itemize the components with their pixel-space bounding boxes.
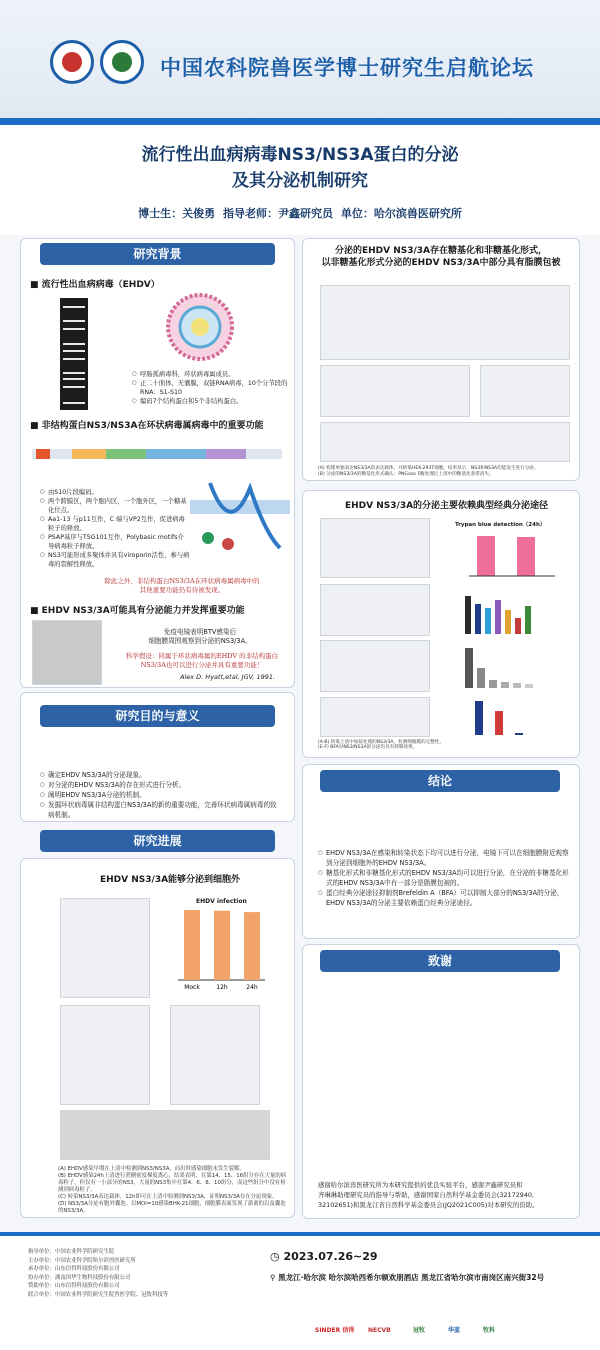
caption-line: (B) 分泌的NS3/3A的糖基化形式确认：PNGase F酶处理后上清中的糖基化条带消失。 [318, 471, 494, 477]
organizer-list [28, 1248, 258, 1300]
title-line: 分泌的EHDV NS3/3A存在糖基化和非糖基化形式， [334, 246, 548, 256]
bar-Mock [184, 910, 200, 980]
list-item: ○ 由S10片段编码。 [40, 488, 190, 497]
list-item: ○ 两个跨膜区，两个胞内区，一个胞外区，一个糖基化位点。 [40, 497, 190, 515]
organizer-line: 承办单位：山东信得科技股份有限公司 [28, 1266, 120, 1273]
list-item: ○ NS3可能形成多聚体并具有viroporin活性，参与病毒的裂解性释放。 [40, 551, 190, 569]
tick-label: Mock [184, 984, 200, 991]
figure-1a-blot [60, 898, 150, 998]
list-item: ○ 编码7个结构蛋白和5个非结构蛋白。 [132, 397, 292, 406]
address-text: 黑龙江·哈尔滨 哈尔滨哈西希尔顿欢朋酒店 黑龙江省哈尔滨市南岗区南兴街32号 [278, 1273, 545, 1282]
figure-1b-bar-chart [160, 905, 270, 995]
bullet-3-title: EHDV NS3/3A可能具有分泌能力并发挥重要功能 [41, 606, 245, 616]
section-header-background: 研究背景 [40, 243, 275, 265]
figure-1b-gradient [60, 1005, 150, 1105]
figure-2d [320, 422, 570, 462]
tick-label: 12h [216, 984, 228, 991]
tick-label: 24h [246, 984, 258, 991]
organizer-line: 赞助单位：山东信得科技股份有限公司 [28, 1283, 120, 1290]
figure-3g [320, 697, 430, 737]
bullet-2-list [40, 488, 190, 569]
ns3-domain-diagram [32, 435, 290, 475]
section-header-thanks: 致谢 [320, 950, 560, 972]
figure-2a [320, 285, 570, 360]
panel-title: Trypan blue detection（24h） [455, 522, 546, 528]
text-line: 32102651)和黑龙江省自然科学基金委员会(JQ2021C005)对本研究的资助。 [318, 1201, 539, 1209]
note-line: 其他重要功能仍有待被发现。 [139, 586, 225, 594]
event-address: ⚲ 黑龙江·哈尔滨 哈尔滨哈西希尔顿欢朋酒店 黑龙江省哈尔滨市南岗区南兴街32号 [270, 1273, 545, 1282]
virion-diagram [140, 290, 260, 365]
list-item: ○ 蛋白经典分泌途径抑制剂Brefeldin A（BFA）可以抑制大部分的NS3/3A的分泌，EHDV NS3/3A的分泌主要依赖蛋白经典分泌途径。 [318, 888, 573, 908]
bullet-1-list [132, 370, 292, 406]
list-item: ○ 阐明EHDV NS3/3A分泌的机制。 [40, 790, 280, 800]
note-line: NS3/3A也可以进行分泌并具有重要功能！ [140, 661, 264, 669]
thanks-text [318, 1180, 576, 1210]
conclusion-list [318, 848, 573, 908]
text-line: 免疫电镜表明BTV感染后 [163, 628, 237, 636]
list-item: ○ 确定EHDV NS3/3A的分泌现象。 [40, 770, 280, 780]
date-text: 2023.07.26~29 [283, 1250, 378, 1263]
bullet-1-title: 流行性出血病病毒（EHDV） [41, 280, 160, 290]
caption-line: (A) 构建单独表达NS3/3A的表达载体，并转染HEK-293T细胞，结果显示，NS3和NS3A均能发生进行分泌。 [318, 466, 539, 471]
text-line: 齐琳琳助理研究员的指导与帮助，感谢国家自然科学基金委员会(32172940, [318, 1191, 534, 1199]
result-2-title [305, 245, 577, 269]
section-header-objective: 研究目的与意义 [40, 705, 275, 727]
organizer-line: 联合单位：中国农业科学院研究生院兽医学院、冠牧科技等 [28, 1291, 169, 1298]
text-line: 细胞膜周围观察到分泌的NS3/3A。 [148, 637, 252, 645]
sponsor-logo: SINDER 信得 [315, 1327, 355, 1334]
list-item: ○ 糖基化形式和非糖基化形式的EHDV NS3/3A均可以进行分泌，在分泌的非糖基化形式的EHDV NS3/3A中有一部分是脂膜包被的。 [318, 868, 573, 888]
list-item: ○ 正二十面体，无囊膜，双链RNA病毒，10个分节段的RNA：S1-S10 [132, 379, 292, 397]
organizer-line: 指导单位：中国农业科学院研究生院 [28, 1249, 115, 1255]
header-stripe [0, 118, 600, 125]
title-line: 以非糖基化形式分泌的EHDV NS3/3A中部分具有脂膜包被 [321, 258, 561, 268]
event-date: ◷ 2023.07.26~29 [270, 1250, 378, 1263]
objective-list [40, 770, 280, 820]
section-header-progress: 研究进展 [40, 830, 275, 852]
figure-3f-bar-chart [455, 642, 565, 690]
bar-12h [214, 911, 230, 980]
sponsor-logo: 冠牧 [413, 1327, 426, 1334]
caption-line: (A-B) 转染上清中加盐处理的NS3/3A，检测细胞膜的完整性。 [318, 740, 445, 745]
gel-image [60, 298, 88, 410]
figure-3b-bar-chart [455, 530, 565, 578]
section-header-conclusion: 结论 [320, 770, 560, 792]
figure-3-caption [318, 740, 573, 750]
list-item: ○ 对分泌的EHDV NS3/3A的存在形式进行分析。 [40, 780, 280, 790]
sponsor-logo: NECVB [368, 1327, 391, 1334]
figure-1-caption [58, 1166, 288, 1215]
bar-24h [244, 912, 260, 980]
figure-2c [480, 365, 570, 417]
background-note [72, 577, 292, 595]
author-line: 博士生：关俊勇 指导老师：尹鑫研究员 单位：哈尔滨兽医研究所 [138, 207, 462, 220]
caption-line: (A) EHDV感染早期在上清中检测到NS3/NS3A，而出时感染细胞未发生裂解。 [58, 1166, 245, 1172]
list-item: ○ 呼肠孤病毒科，环状病毒属成员。 [132, 370, 292, 379]
figure-2-caption [318, 466, 573, 478]
caption-line: (E-F) BFA对NS3/NS3A的分泌均具有抑制效果。 [318, 745, 418, 751]
result-3-title: EHDV NS3/3A的分泌主要依赖典型经典分泌途径 [345, 501, 549, 511]
organizer-line: 主办单位：中国农业科学院哈尔滨兽医研究所 [28, 1257, 136, 1264]
citation: Alex D. Hyatt,etal, JGV, 1991. [180, 673, 276, 681]
figure-3e [320, 640, 430, 692]
figure-1d-em [60, 1110, 270, 1160]
list-item: ○ Aa1-13 与p11互作，C 端与VP2互作，促进病毒粒子的释放。 [40, 515, 190, 533]
list-item: ○ 发掘环状病毒属非结构蛋白NS3/3A的新的重要功能，完善环状病毒属病毒的致病机制。 [40, 800, 280, 820]
institute-logo [100, 40, 144, 84]
organizer-line: 协办单位：湖南国华生物科技股份有限公司 [28, 1274, 131, 1281]
note-line: 除此之外，非结构蛋白NS3/3A在环状病毒属病毒中的 [104, 577, 260, 585]
figure-3c [320, 584, 430, 636]
result-1-title: EHDV NS3/3A能够分泌到细胞外 [100, 875, 241, 885]
figure-3h-bar-chart [455, 697, 565, 737]
caption-line: (B) EHDV感染24h上清进行蔗糖密度梯度离心，结果表明，在第14、15、16组分存在大量的病毒粒子，但仅有一小部分的NS3，大量的NS3集中在第4、6、8、10组分，而这些组分中没有检测到病毒粒子。 [58, 1173, 287, 1193]
text-line: 感谢哈尔滨兽医研究所为本研究提供的优良实验平台，感谢尹鑫研究员和 [318, 1181, 523, 1189]
membrane-topology-diagram [190, 478, 290, 558]
figure-3a [320, 518, 430, 578]
figure-1c-blot [170, 1005, 260, 1105]
forum-title: 中国农科院兽医学博士研究生启航论坛 [160, 55, 534, 80]
thanks-panel [302, 944, 580, 1219]
caption-line: (D) NS3/3A分泌有胞外囊泡。以MOI=10感染BHK-21细胞，细胞膜表面发现了游离的以及囊泡的NS3/3A。 [58, 1201, 286, 1214]
figure-2b [320, 365, 470, 417]
bullet-2-title: 非结构蛋白NS3/NS3A在环状病毒属病毒中的重要功能 [41, 421, 264, 431]
background-bullet-1: ■ 流行性出血病病毒（EHDV） [30, 280, 160, 290]
sponsor-logo: 牧科 [483, 1327, 496, 1334]
panel-title: EHDV infection [196, 898, 247, 905]
background-bullet-2: ■ 非结构蛋白NS3/NS3A在环状病毒属病毒中的重要功能 [30, 421, 264, 431]
em-image [32, 620, 102, 685]
sponsor-logo: 华蓝 [448, 1327, 461, 1334]
background-bullet-3: ■ EHDV NS3/3A可能具有分泌能力并发挥重要功能 [30, 606, 245, 616]
hypothesis-note [112, 652, 292, 670]
em-description [115, 628, 285, 646]
figure-3d-bar-chart [455, 588, 565, 636]
poster-title-line2: 及其分泌机制研究 [232, 171, 368, 191]
list-item: ○ PSAP基序与TSG101互作，Polybasic motifs介导病毒粒子释放。 [40, 533, 190, 551]
note-line: 科学假设：同属于环状病毒属的EHDV 的非结构蛋白 [125, 652, 279, 660]
poster-title-line1: 流行性出血病病毒NS3/NS3A蛋白的分泌 [141, 145, 459, 165]
academy-logo [50, 40, 94, 84]
list-item: ○ EHDV NS3/3A在感染和转染状态下均可以进行分泌，电镜下可以在细胞膜附近观察到分泌到细胞外的EHDV NS3/3A。 [318, 848, 573, 868]
caption-line: (C) 转染NS3/3A表达载体，12h即可在上清中检测到NS3/3A，证明NS3/3A存在分泌现象。 [58, 1194, 278, 1200]
